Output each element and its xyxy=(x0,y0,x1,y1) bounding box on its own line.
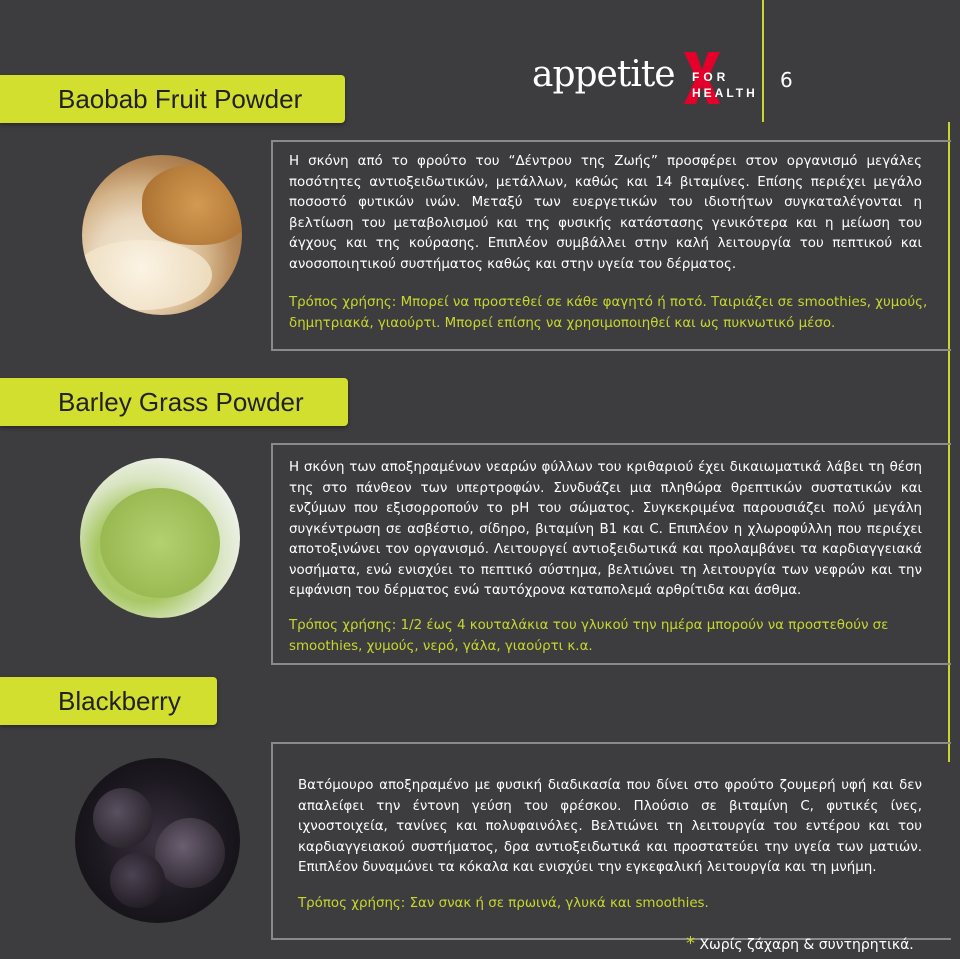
baobab-image xyxy=(82,155,242,315)
top-accent-line xyxy=(762,0,764,122)
footnote-text: Χωρίς ζάχαρη & συντηρητικά. xyxy=(699,937,914,953)
page-number: 6 xyxy=(780,68,793,92)
barley-description: Η σκόνη των αποξηραμένων νεαρών φύλλων του κριθαριού έχει δικαιωματικά λάβει τη θέση της στο πάνθεον των υπερτροφών. Συνδυάζει μια πληθώρα θρεπτικών συστατικών και ενζύμων που εξισορροπούν το pH του σώματος. Συγκεκριμένα παρουσιάζει πολύ μεγάλη συγκέντρωση σε ασβέστιο, σίδηρο, βιταμίνη Β1 και C. Επιπλέον η χλωροφύλλη που περιέχει αποτοξινώνει τον οργανισμό. Λειτουργεί αντιοξειδωτικά και προλαμβάνει τα καρδιαγγειακά νοσήματα, ενώ ενισχύει το πεπτικό σύστημα, βελτιώνει τη λειτουργία των νεφρών και την εμφάνιση του δέρματος ενώ ταυτόχρονα καταπολεμά αρθρίτιδα και άσθμα. xyxy=(289,460,922,598)
section-title-baobab: Baobab Fruit Powder xyxy=(0,75,345,123)
baobab-usage: Τρόπος χρήσης: Μπορεί να προστεθεί σε κάθε φαγητό ή ποτό. Ταιριάζει σε smoothies, χυμούς, δημητριακά, γιαούρτι. Μπορεί επίσης να χρησιμοποιηθεί και ως πυκνωτικό μέσο. xyxy=(289,295,928,331)
barley-image xyxy=(80,458,240,618)
footnote xyxy=(686,933,914,954)
blackberry-description: Βατόμουρο αποξηραμένο με φυσική διαδικασία που δίνει στο φρούτο ζουμερή υφή και δεν απαλείφει την έντονη γεύση του φρέσκου. Πλούσιο σε βιταμίνη C, φυτικές ίνες, ιχνοστοιχεία, τανίνες και πολυφαινόλες. Βελτιώνει τη λειτουργία του εντέρου και του καρδιαγγειακού συστήματος, δρα αντιοξειδωτικά και προστατεύει την υγεία των ματιών. Επιπλέον δυναμώνει τα κόκαλα και ενισχύει την εγκεφαλική λειτουργία και τη μνήμη. xyxy=(298,778,922,875)
section-title-blackberry: Blackberry xyxy=(0,677,217,725)
logo-health: HEALTH xyxy=(692,86,758,100)
logo-for: FOR xyxy=(692,70,730,84)
footnote-star: * xyxy=(686,933,695,954)
blackberry-usage: Τρόπος χρήσης: Σαν σνακ ή σε πρωινά, γλυκά και smoothies. xyxy=(298,896,709,911)
brand-logo xyxy=(532,50,758,110)
logo-word: appetite xyxy=(532,54,675,95)
blackberry-image xyxy=(75,758,240,923)
baobab-description: Η σκόνη από το φρούτο του “Δέντρου της Ζωής” προσφέρει στον οργανισμό μεγάλες ποσότητες αντιοξειδωτικών, μετάλλων, καθώς και 14 βιταμίνες. Επίσης περιέχει μεγάλο ποσοστό φυτικών ινών. Μεταξύ των ευεργετικών του ιδιοτήτων συγκαταλέγονται η βελτίωση του μεταβολισμού και της φυσικής κατάστασης γενικότερα και η μείωση του άγχους και της κούρασης. Επιπλέον συμβάλλει στην καλή λειτουργία του πεπτικού και ανοσοποιητικού συστήματος καθώς και στην υγεία του δέρματος. xyxy=(289,154,922,272)
barley-usage: Τρόπος χρήσης: 1/2 έως 4 κουταλάκια του γλυκού την ημέρα μπορούν να προστεθούν σε smoothies, χυμούς, νερό, γάλα, γιαούρτι κ.α. xyxy=(289,618,889,654)
section-title-barley: Barley Grass Powder xyxy=(0,378,348,426)
